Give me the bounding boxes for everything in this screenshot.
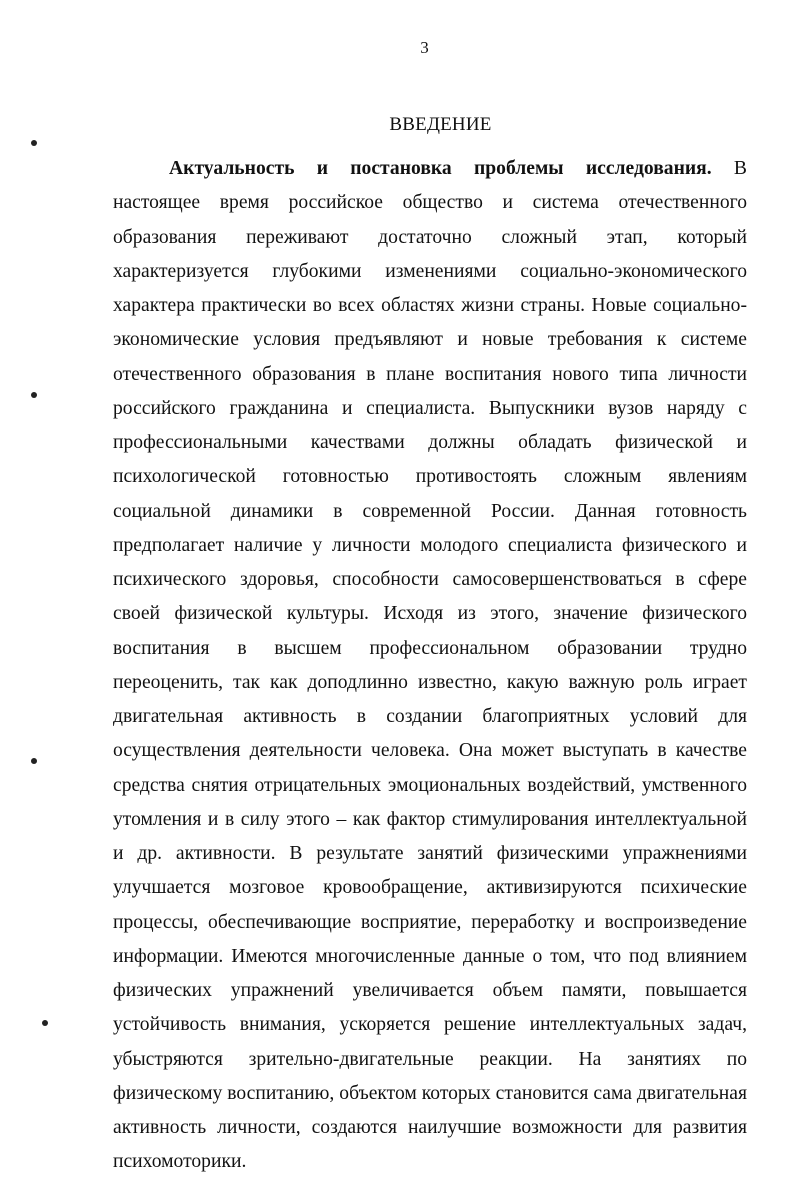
lead-bold-text: Актуальность и постановка проблемы исследования. — [169, 158, 712, 179]
page-number: 3 — [420, 38, 429, 57]
paragraph-text: В настоящее время российское общество и система отечественного образования переживают достаточно сложный этап, который характеризуется глубокими изменениями социально-экономического характера практически во всех областях жизни страны. Новые социально-экономические условия предъявляют и новые требования к системе отечественного образования в плане воспитания нового типа личности российского гражданина и специалиста. Выпускники вузов наряду с профессиональными качествами должны обладать физической и психологической готовностью противостоять сложным явлениям социальной динамики в современной России. Данная готовность предполагает наличие у личности молодого специалиста физического и психического здоровья, способности самосовершенствоваться в сфере своей физической культуры. Исходя из этого, значение физического воспитания в высшем профессиональном образовании трудно переоценить, так как доподлинно известно, какую важную роль играет двигательная активность в создании благоприятных условий для осуществления деятельности человека. Она может выступать в качестве средства снятия отрицательных эмоциональных воздействий, умственного утомления и в силу этого – как фактор стимулирования интеллектуальной и др. активности. В результате занятий физическими упражнениями улучшается мозговое кровообращение, активизируются психические процессы, обеспечивающие восприятие, переработку и воспроизведение информации. Имеются многочисленные данные о том, что под влиянием физических упражнений увеличивается объем памяти, повышается устойчивость внимания, ускоряется решение интеллектуальных задач, убыстряются зрительно-двигательные реакции. На занятиях по физическому воспитанию, объектом которых становится сама двигательная активность личности, создаются наилучшие возможности для развития психомоторики. — [113, 158, 747, 1173]
scan-mark-dot — [31, 140, 37, 146]
body-paragraph — [113, 152, 747, 1180]
scan-mark-dot — [31, 392, 37, 398]
scan-mark-dot — [42, 1020, 48, 1026]
section-heading: ВВЕДЕНИЕ — [389, 114, 492, 135]
scan-mark-dot — [31, 758, 37, 764]
